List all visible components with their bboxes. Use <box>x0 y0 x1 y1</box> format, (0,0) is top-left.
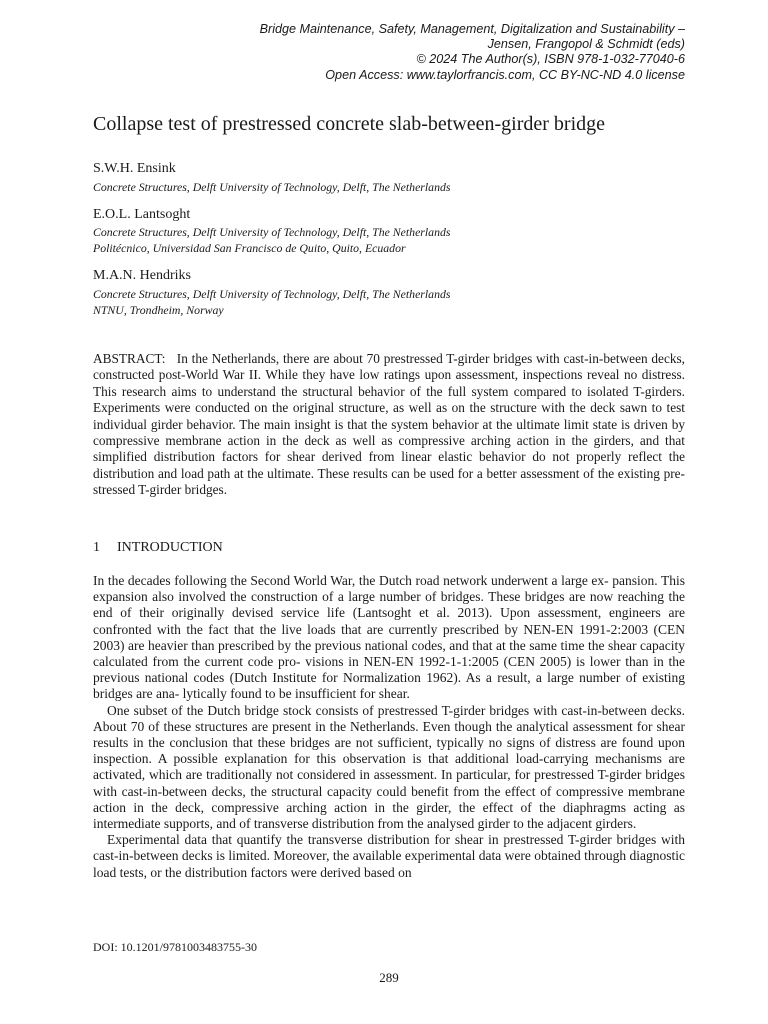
author-affiliation: Concrete Structures, Delft University of Technology, Delft, The Netherlands <box>93 225 451 239</box>
paragraph: One subset of the Dutch bridge stock consists of prestressed T-girder bridges with cast-in-between decks. About 70 of these structures are present in the Netherlands. Even though the analytical assessment for shear results in the conclusion that these bridges are not sufficient, typically no signs of distress are found upon inspection. A possible explanation for this observation is that additional load-carrying mechanisms are activated, which are traditionally not considered in assessment. In particular, for prestressed T-girder bridges with cast-in-between decks, the structural capacity could benefit from the effect of compressive membrane action in the deck, compressive arching action in the girder, the effect of the diaphragms acting as intermediate supports, and of transverse distribution from the analysed girder to the adjacent girders. <box>93 702 685 832</box>
abstract <box>93 351 685 499</box>
publication-header <box>260 22 685 83</box>
section-title: INTRODUCTION <box>117 540 223 555</box>
author-name: M.A.N. Hendriks <box>93 268 191 283</box>
author-name: E.O.L. Lantsoght <box>93 207 191 222</box>
paragraph: In the decades following the Second World War, the Dutch road network underwent a large ex- pansion. This expansion also involved the construction of a large number of bridges. These bridges are now reaching the end of their originally devised service life (Lantsoght et al. 2013). Upon assessment, engineers are confronted with the fact that the live loads that are currently prescribed by NEN-EN 1991-2:2003 (CEN 2003) are heavier than prescribed by the previous national codes, and that at the same time the shear capacity calculated from the current code pro- visions in NEN-EN 1992-1-1:2005 (CEN 2005) is lower than in the previous national codes (Dutch Institute for Normalization 1962). As a result, a large number of existing bridges are ana- lytically found to be insufficient for shear. <box>93 573 685 702</box>
page-number: 289 <box>379 970 399 985</box>
header-line: Jensen, Frangopol & Schmidt (eds) <box>487 37 685 52</box>
body-text <box>93 573 685 881</box>
header-line: Open Access: www.taylorfrancis.com, CC BY-NC-ND 4.0 license <box>325 67 685 82</box>
author-affiliation: NTNU, Trondheim, Norway <box>93 303 224 317</box>
author-affiliation: Concrete Structures, Delft University of Technology, Delft, The Netherlands <box>93 180 451 194</box>
section-number: 1 <box>93 540 100 555</box>
paper-title: Collapse test of prestressed concrete slab-between-girder bridge <box>93 113 606 135</box>
abstract-label: ABSTRACT: <box>93 351 166 366</box>
header-line: Bridge Maintenance, Safety, Management, Digitalization and Sustainability – <box>259 22 685 36</box>
header-line: © 2024 The Author(s), ISBN 978-1-032-77040-6 <box>416 52 685 67</box>
doi-footer: DOI: 10.1201/9781003483755-30 <box>93 940 257 954</box>
paragraph: Experimental data that quantify the transverse distribution for shear in prestressed T-girder bridges with cast-in-between decks is limited. Moreover, the available experimental data were obtained through diagnostic load tests, or the distribution factors were derived based on <box>93 832 685 880</box>
section-heading <box>93 540 223 556</box>
abstract-text: In the Netherlands, there are about 70 prestressed T-girder bridges with cast-in-between decks, constructed post-World War II. While they have low ratings upon assessment, inspections reveal no distress. This research aims to understand the structural behavior of the full system compared to isolated T-girders. Experiments were conducted on the original structure, as well as on the structure with the deck sawn to test individual girder behavior. The main insight is that the system behavior at the ultimate limit state is driven by compressive membrane action in the deck as well as compressive arching action in the girders, and that simplified distribution factors for shear derived from linear elastic behavior do not properly reflect the distribution and load path at the ultimate. These results can be used for a better assessment of the existing pre- stressed T-girder bridges. <box>93 351 685 498</box>
author-affiliation: Politécnico, Universidad San Francisco de Quito, Quito, Ecuador <box>93 241 406 255</box>
author-affiliation: Concrete Structures, Delft University of Technology, Delft, The Netherlands <box>93 287 451 301</box>
author-name: S.W.H. Ensink <box>93 161 176 176</box>
